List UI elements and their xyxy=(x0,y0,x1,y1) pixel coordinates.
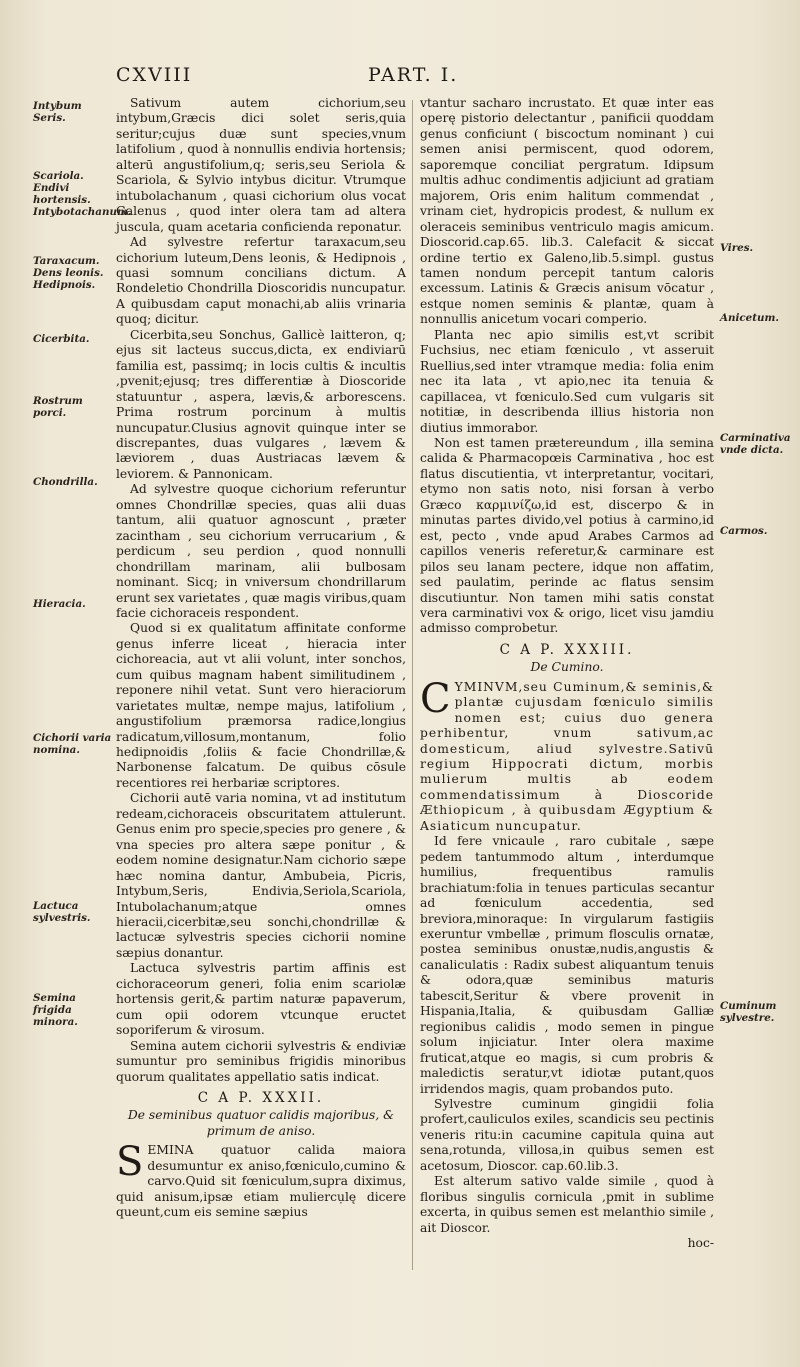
chapter-subtitle: De seminibus quatuor calidis majoribus, & primum de aniso. xyxy=(127,1108,395,1138)
right-column xyxy=(420,96,714,1252)
chapter-opening xyxy=(420,675,714,835)
column-divider xyxy=(412,100,413,1270)
margin-note: Chondrilla. xyxy=(33,476,98,488)
paragraph: Semina autem cichorii sylvestris & endiviæ sumuntur pro seminibus frigidis minoribus quorum qualitates appellatio satis indicat. xyxy=(116,1038,406,1084)
margin-note: Scariola. Endivi hortensis. Intybotachanum. xyxy=(33,170,132,218)
chapter-subtitle: De Cumino. xyxy=(530,660,604,675)
margin-note: Cicerbita. xyxy=(33,333,90,345)
chapter-heading: C A P. XXXII. xyxy=(197,1090,325,1106)
chapter-heading: C A P. XXXIII. xyxy=(499,641,635,658)
paragraph: Planta nec apio similis est,vt scribit Fuchsius, nec etiam fœniculo , vt asseruit Ruellius,sed inter vtramque media: folia enim nec ita lata , vt apio,nec ita tenuia & capillacea, vt fœniculo.Sed cum vulgaris sit notitiæ, in describenda illius historia non diutius immorabor. xyxy=(420,327,714,435)
margin-note: Cuminum sylvestre. xyxy=(720,1000,777,1024)
paragraph: YMINVM,seu Cuminum,& seminis,& plantæ cujusdam fœniculo similis nomen est; cuius duo genera perhibentur, vnum sativum,ac domesticum, aliud sylvestre.Sativū regium Hippocrati dictum, morbis mulierum multis ab eodem commendatissimum à Dioscoride Æthiopicum , à quibusdam Ægyptium & Asiaticum nuncupatur. xyxy=(420,679,714,833)
chapter-opening xyxy=(116,1139,406,1220)
paragraph: Sylvestre cuminum gingidii folia profert,cauliculos exiles, scandicis seu pectinis veneris ritu:in cacumine capitula quina aut sena,rotunda, villosa,in quibus semen est acetosum, Dioscor. cap.60.lib.3. xyxy=(420,1097,714,1173)
paragraph: Ad sylvestre refertur taraxacum,seu cichorium luteum,Dens leonis, & Hedipnois , quasi somnum concilians dictum. A Rondeletio Chondrilla Dioscoridis nuncupatur. A quibusdam caput monachi,ab aliis vrinaria quoq; dicitur. xyxy=(116,235,406,327)
paragraph: Est alterum sativo valde simile , quod à floribus singulis cornicula ,pmit in sublime excerta, in quibus semen est melanthio simile , ait Dioscor. xyxy=(420,1174,714,1235)
page-number: CXVIII xyxy=(116,64,193,86)
margin-note: Taraxacum. Dens leonis. Hedipnois. xyxy=(33,255,104,291)
paragraph: EMINA quatuor calida maiora desumuntur ex aniso,fœniculo,cumino & carvo.Quid sit fœniculum,supra diximus, quid anisum,ipsæ etiam muliercụlę dicere queunt,cum eis semine sæpius xyxy=(116,1143,406,1220)
drop-cap: S xyxy=(116,1139,144,1186)
paragraph: Non est tamen prætereundum , illa semina calida & Pharmacopœis Carminativa , hoc est flatus discutientia, vt interpretantur, vocitari, etymo non satis noto, nisi forsan à verbo Græco καρμινίζω,id est, discerpo & in minutas partes divido,vel potius à carmino,id est, pecto , vnde apud Arabes Carmos ad capillos veneris referetur,& carminare est pilos seu lanam pectere, idque non affatim, sed paulatim, perinde ac flatus sensim discutiuntur. Non tamen mihi satis constat vera carminativi vox & origo, licet visu jamdiu admisso comprobetur. xyxy=(420,435,714,636)
margin-note: Carminativa vnde dicta. xyxy=(720,432,791,456)
paragraph: Ad sylvestre quoque cichorium referuntur omnes Chondrillæ species, quas alii duas tantum, alii quatuor agnoscunt , præter zacintham , seu cichorium verrucarium , & perdicum , seu perdion , quod nonnulli chondrillam marinam, alii bulbosam nominant. Sicq; in vniversum chondrillarum erunt sex varietates , quæ magis viribus,quam facie cichoraceis respondent. xyxy=(116,482,406,620)
margin-note: Anicetum. xyxy=(720,312,779,324)
drop-cap: C xyxy=(420,675,451,722)
paragraph: Lactuca sylvestris partim affinis est cichoraceorum generi, folia enim scariolæ hortensis gerit,& partim naturæ papaverum, cum opii odorem vtcunque eructet soporiferum & virosum. xyxy=(116,961,406,1038)
part-label: PART. I. xyxy=(368,64,459,86)
margin-note: Carmos. xyxy=(720,525,768,537)
paragraph: vtantur sacharo incrustato. Et quæ inter eas operę pistorio delectantur , panificii quoddam genus conficiunt ( biscoctum nominant ) cui semen anisi permiscent, quod odorem, saporemque conciliat pergratum. Idipsum multis adhuc condimentis adjiciunt ad gratiam majorem, Oris enim halitum commendat , vrinam ciet, hydropicis prodest, & nullum ex oleraceis seminibus ventriculo magis amicum. Dioscorid.cap.65. lib.3. Calefacit & siccat ordine tertio ex Galeno,lib.5.simpl. gustus tamen nondum percepit tantum caloris excessum. Latinis & Græcis anisum vōcatur , estque nomen seminis & plantæ, quam à nonnullis anicetum vocari comperio. xyxy=(420,96,714,327)
left-column xyxy=(116,96,406,1221)
paragraph: Cichorii autē varia nomina, vt ad institutum redeam,cichoraceis obscuritatem attulerunt. Genus enim pro specie,species pro genere , & vna species pro altera sæpe ponitur , & eodem nomine designatur.Nam cichorio sæpe hæc nomina dantur, Ambubeia, Picris, Intybum,Seris, Endivia,Seriola,Scariola, Intubolachanum;atque omnes hieracii,cicerbitæ,seu sonchi,chondrillæ & lactucæ sylvestris species cichorii nomine sæpius donantur. xyxy=(116,791,406,960)
running-header xyxy=(116,64,676,94)
margin-note: Intybum Seris. xyxy=(33,100,82,124)
margin-note: Rostrum porci. xyxy=(33,395,83,419)
paragraph: Sativum autem cichorium,seu intybum,Græcis dici solet seris,quia seritur;cujus duæ sunt species,vnum latifolium , quod à nonnullis endivia hortensis; alterū angustifolium,q; seris,seu Seriola & Scariola, & Sylvio intybus dicitur. Vtrumque intubolachanum , quasi cichorium olus vocat Galenus , quod inter olera tam ad altera juscula, quam acetaria conficienda reponatur. xyxy=(116,96,406,234)
margin-note: Semina frigida minora. xyxy=(33,992,78,1028)
catchword: hoc- xyxy=(687,1236,714,1251)
margin-note: Lactuca sylvestris. xyxy=(33,900,91,924)
paragraph: Cicerbita,seu Sonchus, Gallicè laitteron, q; ejus sit lacteus succus,dicta, ex endiviarū familia est, passimq; in locis cultis & incultis ,pvenit;ejusq; tres differentiæ à Dioscoride statuuntur , aspera, lævis,& arborescens. Prima rostrum porcinum à multis nuncupatur.Clusius agnovit quinque inter se discrepantes, duas vulgares , lævem & læviorem , duas Austriacas lævem & leviorem. & Pannonicam. xyxy=(116,327,406,481)
margin-note: Vires. xyxy=(720,242,754,254)
paragraph: Quod si ex qualitatum affinitate conforme genus inferre liceat , hieracia inter cichoreacia, aut vt alii volunt, inter sonchos, cum quibus magnam habent similitudinem , reponere nihil vetat. Sunt vero hieraciorum varietates multæ, nempe majus, latifolium , angustifolium præmorsa radice,longius radicatum,villosum,montanum, folio hedipnoidis ,foliis & facie Chondrillæ,& Narbonense falcatum. De quibus cōsule recentiores rei herbariæ scriptores. xyxy=(116,621,406,790)
margin-note: Hieracia. xyxy=(33,598,86,610)
paragraph: Id fere vnicaule , raro cubitale , sæpe pedem tantummodo altum , interdumque humilius, frequentibus ramulis brachiatum:folia in tenues particulas secantur ad fœniculum accedentia, sed breviora,minoraque: In virgularum fastigiis exeruntur vmbellæ , primum flosculis ornatæ, postea seminibus onustæ,nudis,angustis & canaliculatis : Radix subest aliquantum tenuis & odora,quæ seminibus maturis tabescit,Seritur & vbere provenit in Hispania,Italia, & quibusdam Galliæ regionibus calidis , modo semen in pingue solum injiciatur. Inter olera maxime fruticat,atque eo magis, si cum probris & maledictis seratur,vt idiotæ putant,quos irridendos magis, quam probandos puto. xyxy=(420,834,714,1096)
margin-note: Cichorii varia nomina. xyxy=(33,732,112,756)
